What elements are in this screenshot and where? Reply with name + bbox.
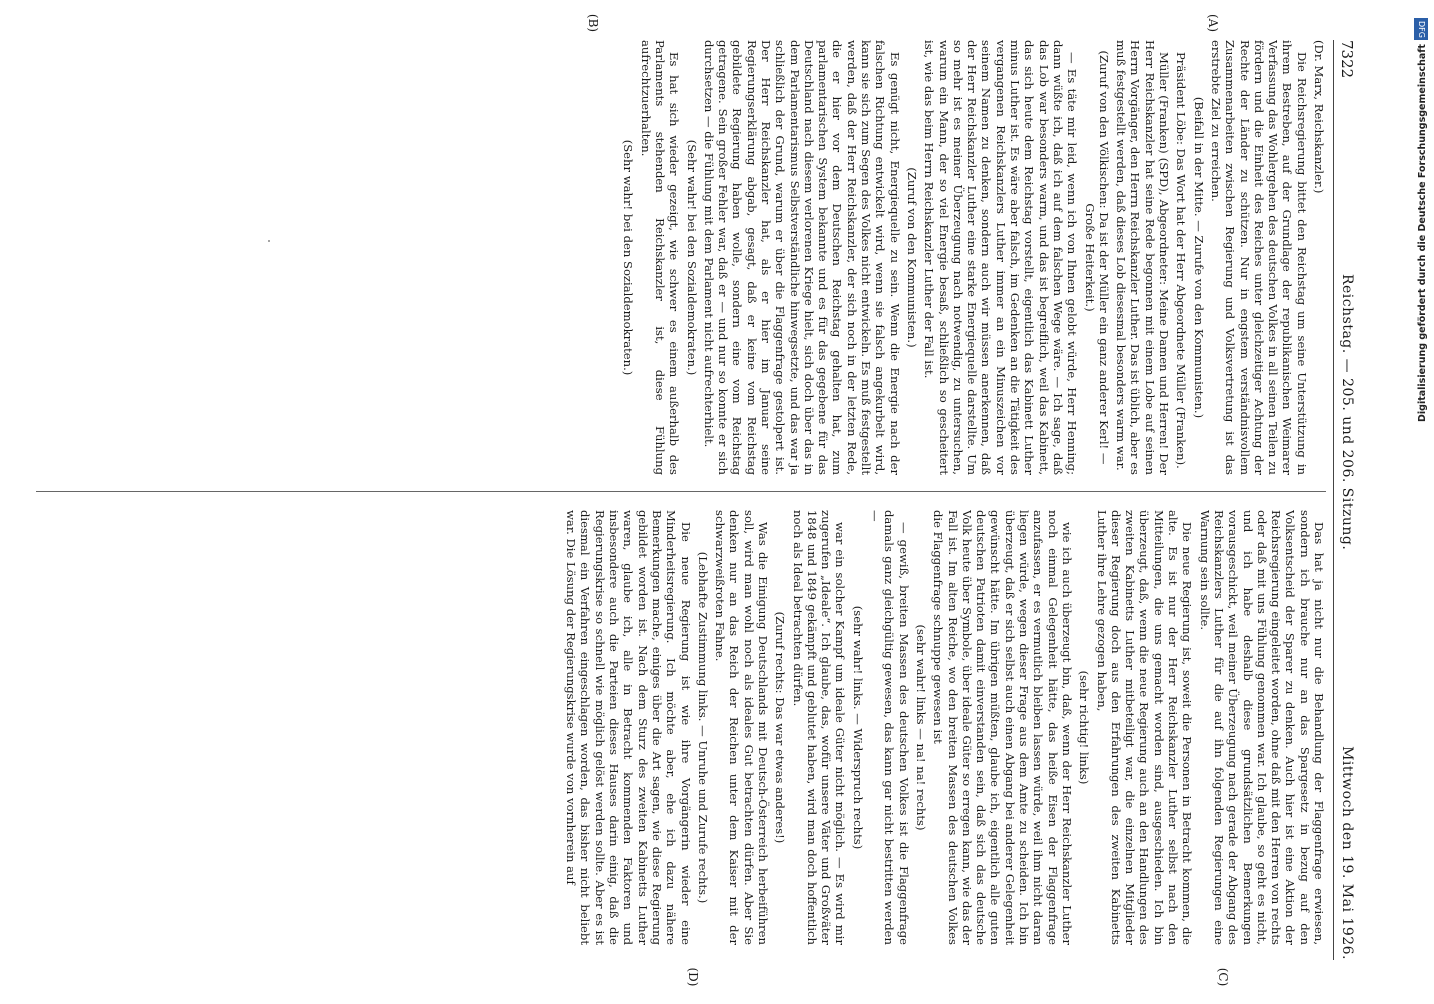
paragraph: war ein solcher Kampf um ideale Güter nicht möglich. — Es wird mir zugerufen „Ideale“. Ich glaube, das, wofür unsere Väter und Großväter 1848 und 1849 gekämpft und geblutet haben, wird man doch hoffentlich noch als Ideal betrachten dürfen. — [790, 510, 848, 945]
running-title: Reichstag. — 205. und 206. Sitzung. — [1339, 273, 1355, 551]
margin-marker-d: (D) — [686, 967, 700, 987]
interjection: (Sehr wahr! bei den Sozialdemokraten.) — [684, 139, 699, 376]
rotated-sheet — [20, 13, 1360, 987]
left-column — [36, 40, 1326, 475]
digitization-credit: Digitalisierung gefördert durch die Deutsche Forschungsgemeinschaft — [1417, 44, 1428, 422]
margin-marker-c: (C) — [1216, 967, 1230, 987]
paragraph: Das hat ja nicht nur die Behandlung der Flaggenfrage erwiesen, sondern ich brauche nur an das Spargesetz in bezug auf den Volksentscheid der Sparer zu denken. Auch hier ist eine Aktion der Reichsregierung eingeleitet worden, ohne daß mit den Herren von rechts oder daß mit uns Fühlung genommen war. Ich glaube, so geht es nicht, und ich habe deshalb diese grundsätzlichen Bemerkungen vorausgeschickt, weil meiner Überzeugung nach gerade der Abgang des Reichskanzlers Luther für die auf ihn folgenden Regierungen eine Warnung sein sollte. — [1197, 510, 1326, 945]
paragraph: Was die Einigung Deutschlands mit Deutsch-Österreich herbeiführen soll, wird man wohl noch als ideales Gut betrachten dürfen. Aber Sie denken nur an das Reich der Reichen unter dem Kaiser mit der schwarzweißroten Fahne. — [713, 510, 771, 945]
column-divider — [36, 491, 1326, 492]
paragraph: Die neue Regierung ist, soweit die Personen in Betracht kommen, die alte. Es ist nur der Herr Reichskanzler Luther selbst nach den Mitteilungen, die uns gemacht worden sind, ausgeschieden. Ich bin überzeugt, daß, wenn die neue Regierung auch an den Handlungen des zweiten Kabinetts Luther mitbeteiligt war, die einzelnen Mitglieder dieser Regierung doch aus den Erfahrungen des zweiten Kabinetts Luther ihre Lehre gezogen haben, — [1094, 510, 1195, 945]
digitization-sidebar — [1414, 10, 1430, 990]
paragraph-speaker: Müller (Franken) (SPD), Abgeordneter: Meine Damen und Herren! Der Herr Reichskanzler hat seine Rede begonnen mit einem Lobe auf seinen Herrn Vorgänger, den Herrn Reichskanzler Luther. Das ist üblich, aber es muß festgestellt werden, daß dieses Lob diesesmal besonders warm war. — [1114, 40, 1172, 475]
interjection: (sehr wahr! links — na! na! rechts) — [913, 624, 928, 831]
speaker-attribution: (Dr. Marx, Reichskanzler.) — [1312, 40, 1326, 194]
paragraph-speaker: Präsident Löbe: Das Wort hat der Herr Abgeordnete Müller (Franken). — [1174, 52, 1189, 469]
page-number: 7322 — [1338, 40, 1356, 79]
paragraph: wie ich auch überzeugt bin, daß, wenn der Herr Reichskanzler Luther noch einmal Gelegenheit hätte, das heiße Eisen der Flaggenfrage anzufassen, er es vermutlich bleiben lassen würde, weil ihm nicht daran liegen würde, wegen dieser Frage aus dem Amte zu scheiden. Ich bin überzeugt, daß er sich selbst auch einen Abgang bei anderer Gelegenheit gewünscht hätte. Im übrigen müßten, glaube ich, eigentlich alle guten deutschen Patrioten damit einverstanden sein, daß sich das deutsche Volk heute über Symbole, über ideale Güter so erregen kann, wie das der Fall ist. Im alten Reiche, wo den breiten Massen des deutschen Volkes die Flaggenfrage schnuppe gewesen ist — [931, 510, 1074, 945]
interjection: (sehr wahr! links. — Widerspruch rechts) — [850, 605, 865, 850]
margin-marker-a: (A) — [1206, 13, 1220, 33]
session-date: Mittwoch den 19. Mai 1926. — [1339, 746, 1355, 960]
interjection: (Zuruf von den Völkischen: Da ist der Müller ein ganz anderer Kerl! — Große Heiterkeit.) — [1082, 50, 1111, 465]
right-column — [36, 510, 1326, 945]
margin-marker-b: (B) — [586, 13, 600, 33]
paragraph: Die neue Regierung ist wie ihre Vorgängerin wieder eine Minderheitsregierung. Ich möchte aber, ehe ich dazu nähere Bemerkungen mache, einiges über die Art sagen, wie diese Regierung gebildet worden ist. Nach dem Sturz des zweiten Kabinetts Luther waren, glaube ich, alle in Betracht kommenden Faktoren und insbesondere auch die Parteien dieses Hauses darin einig, daß die Regierungskrise so schnell wie möglich gelöst werden sollte. Aber es ist diesmal ein Verfahren eingeschlagen worden, das bisher nicht beliebt war. Die Lösung der Regierungskrise wurde von vornherein auf — [564, 510, 693, 945]
paragraph: Die Reichsregierung bittet den Reichstag um seine Unterstützung in ihrem Bestreben, auf der Grundlage der republikanischen Weimarer Verfassung das Wohlergehen des deutschen Volkes in all seinen Teilen zu fördern und die Einheit des Reiches unter gleichzeitiger Achtung der Rechte der Länder zu schützen. Nur in engstem verständnisvollem Zusammenarbeiten zwischen Regierung und Volksvertretung ist das erstrebte Ziel zu erreichen. — [1208, 40, 1309, 475]
interjection: (Lebhafte Zustimmung links. — Unruhe und Zurufe rechts.) — [695, 551, 710, 904]
dfg-logo-icon: DFG — [1414, 18, 1428, 40]
interjection: (sehr richtig! links) — [1077, 670, 1092, 785]
paragraph: — Es täte mir leid, wenn ich von Ihnen gelobt würde, Herr Henning; dann wüßte ich, daß ich auf dem falschen Wege wäre. — Ich sage, daß das Lob war besonders warm, und das ist begreiflich, weil das Kabinett, das sich heute dem Reichstag vorstellt, eigentlich das Kabinett Luther minus Luther ist. Es wäre aber falsch, im Gedenken an die Tätigkeit des vergangenen Reichskanzlers Luther immer an ein Minuszeichen vor seinem Namen zu denken, sondern auch wir müssen anerkennen, daß der Herr Reichskanzler Luther eine starke Energiequelle darstellte. Um so mehr ist es meiner Überzeugung nach notwendig, zu untersuchen, warum ein Mann, der so viel Energie besaß, schließlich so gescheitert ist, wie das beim Herrn Reichskanzler Luther der Fall ist. — [922, 40, 1080, 475]
paragraph: — gewiß, breiten Massen des deutschen Volkes ist die Flaggenfrage damals ganz gleichgültig gewesen, das kann gar nicht bestritten werden — — [868, 510, 911, 945]
running-header — [1333, 40, 1360, 960]
paragraph: Es hat sich wieder gezeigt, wie schwer es einem außerhalb des Parlaments stehenden Reichskanzler ist, diese Fühlung aufrechtzuerhalten. — [638, 40, 682, 475]
paragraph: Es genügt nicht, Energiequelle zu sein. Wenn die Energie nach der falschen Richtung entwickelt wird, wenn sie falsch angekurbelt wird, kann sie sich zum Segen des Volkes nicht entwickeln. Es muß festgestellt werden, daß der Herr Reichskanzler, der sich noch in der letzten Rede, die er hier vor dem Deutschen Reichstag gehalten hat, zum parlamentarischen System bekannte und es für das gegebene für das Deutschland nach diesem verlorenen Kriege hielt, sich doch über das in dem Parlamentarismus Selbstverständliche hinwegsetzte, und das war ja schließlich der Grund, warum er über die Flaggenfrage gestolpert ist. Der Herr Reichskanzler hat, als er hier im Januar seine Regierungserklärung abgab, gesagt, daß er keine vom Reichstag gebildete Regierung haben wolle, sondern eine vom Reichstag getragene. Sein großer Fehler war, daß er — und nur so konnte er sich durchsetzen — die Fühlung mit dem Parlament nicht aufrechterhielt. — [701, 40, 902, 475]
interjection: (Beifall in der Mitte. — Zurufe von den Kommunisten.) — [1191, 96, 1206, 419]
scan-speck — [268, 240, 270, 242]
interjection: (Sehr wahr! bei den Sozialdemokraten.) — [621, 139, 636, 376]
interjection: (Zuruf rechts: Das war etwas anderes!) — [773, 611, 788, 844]
interjection: (Zuruf von den Kommunisten.) — [904, 167, 919, 348]
